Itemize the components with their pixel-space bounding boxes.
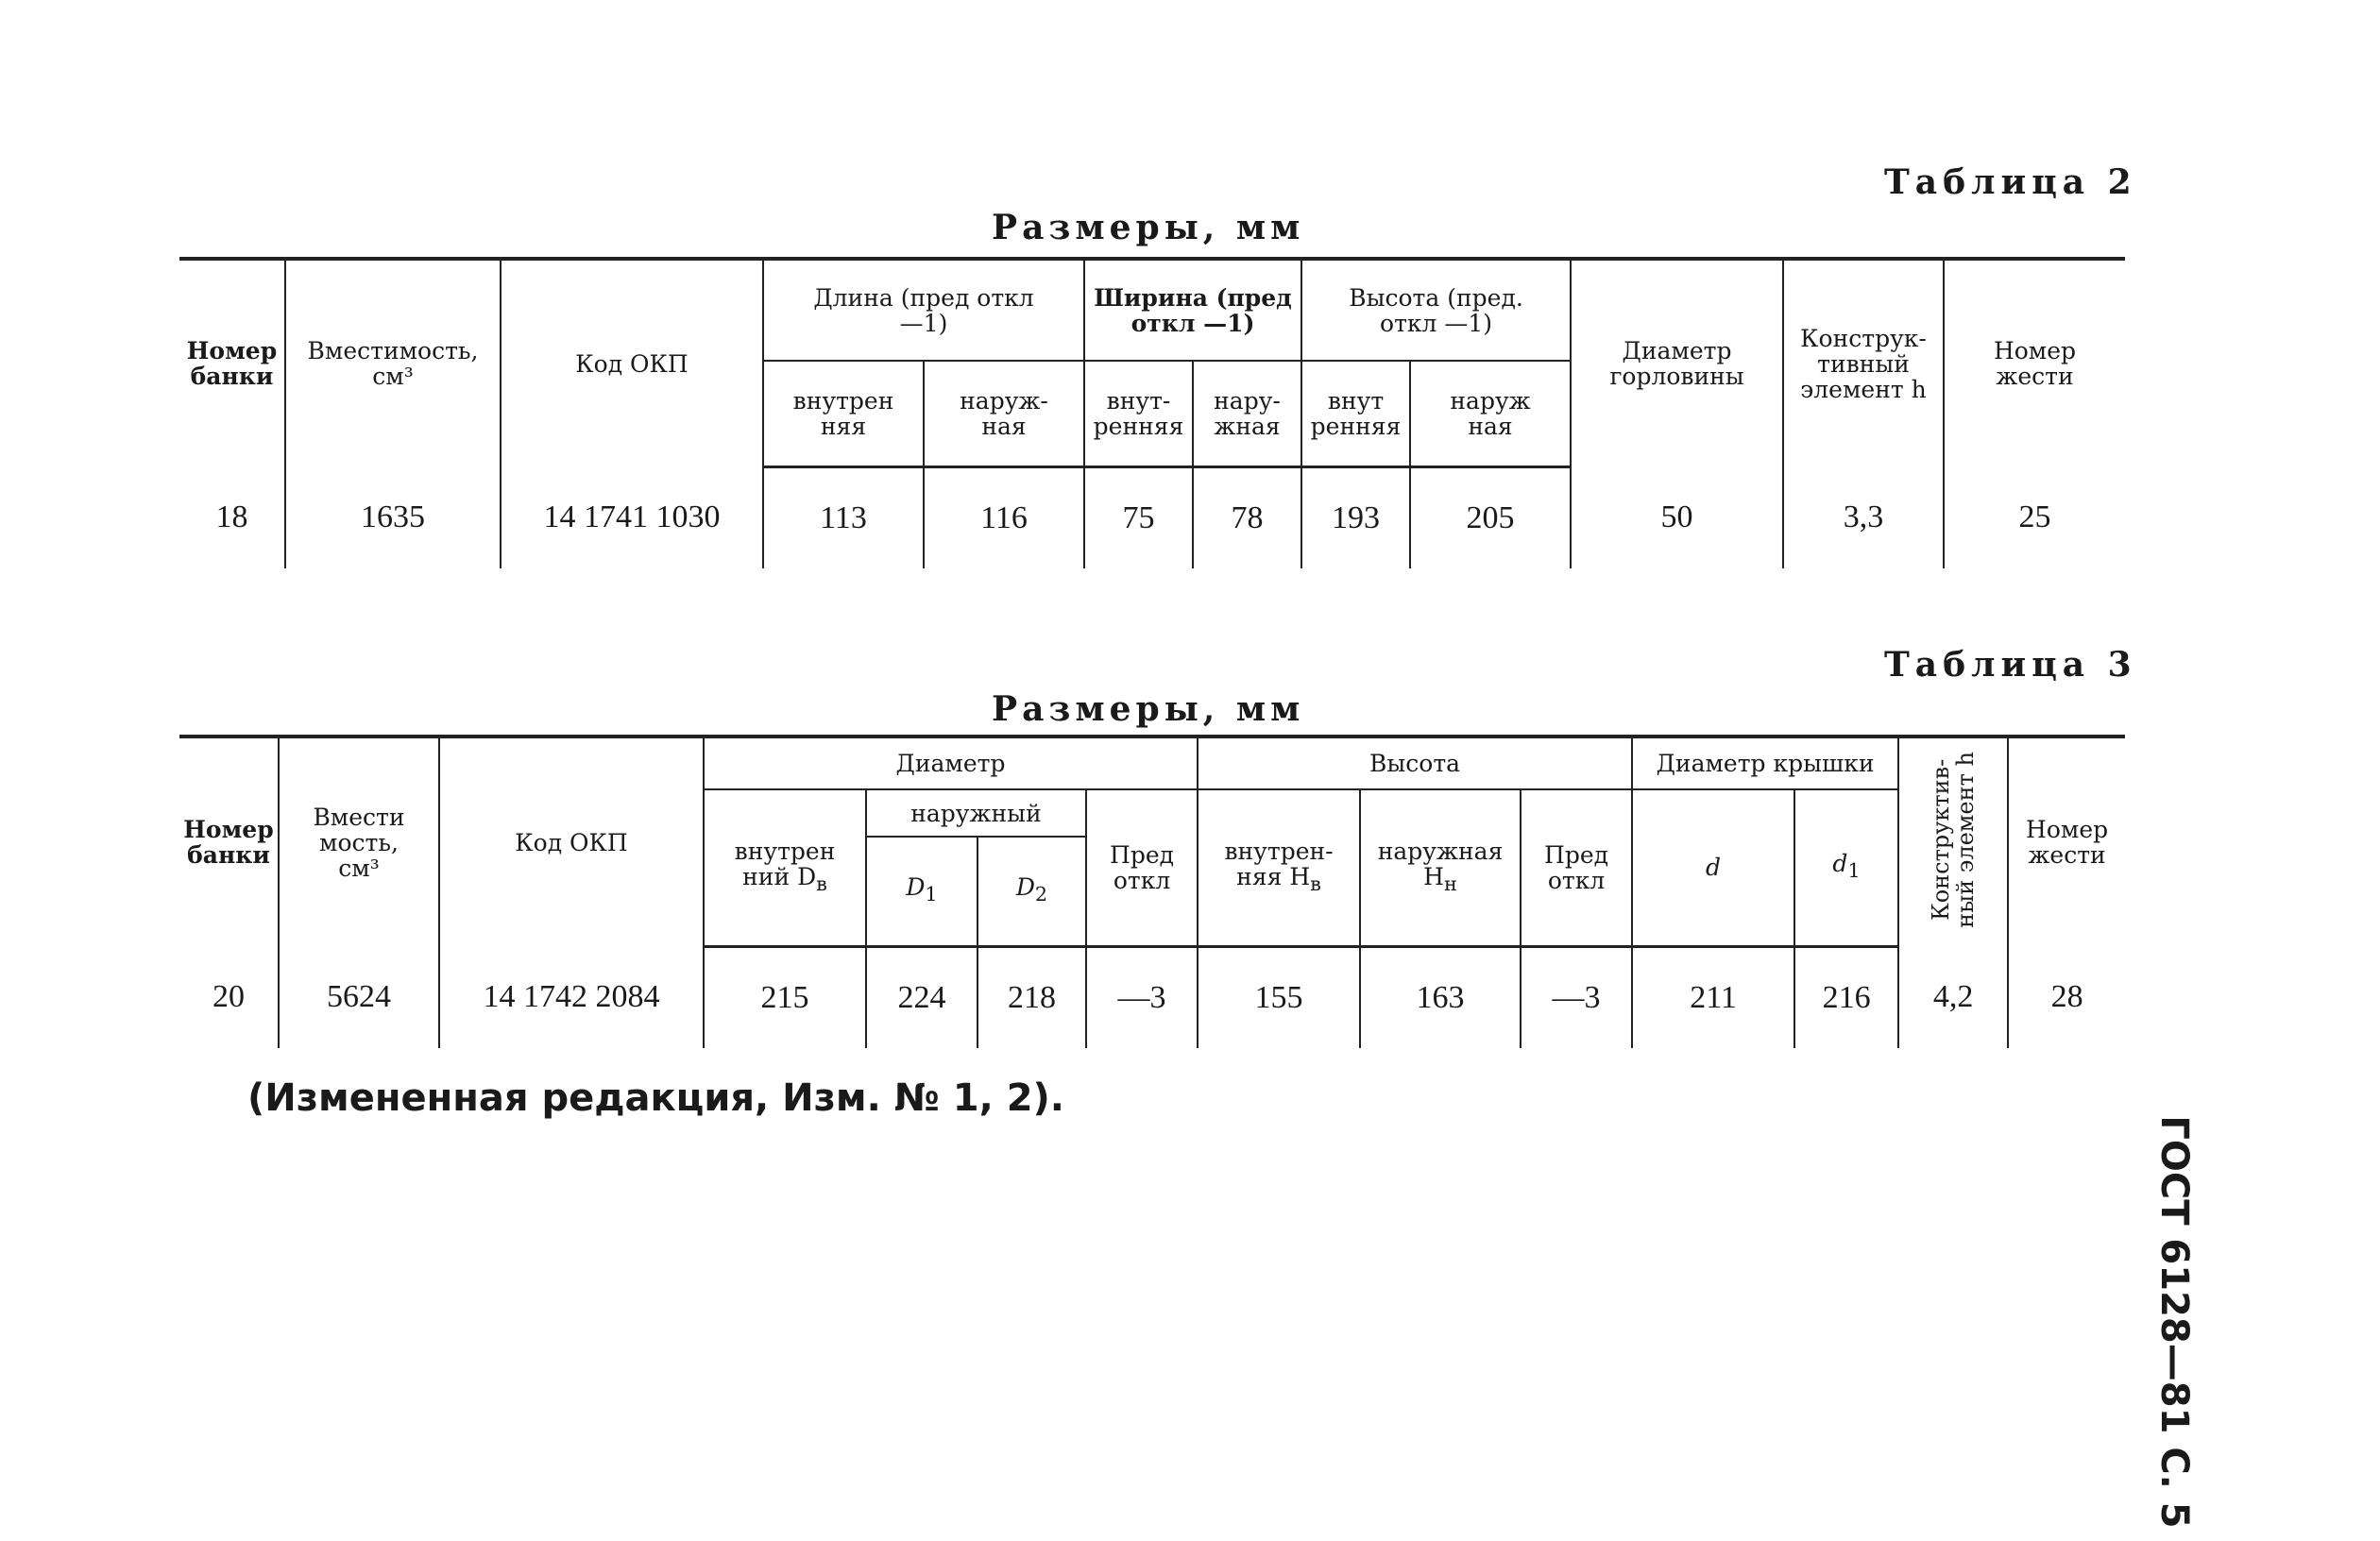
header-vysota-vnutr: внут ренняя — [1301, 361, 1410, 466]
table-cell: 216 — [1794, 946, 1898, 1048]
header-nomer-zhesti: Номер жести — [2008, 737, 2125, 946]
header-diametr: Диаметр — [704, 737, 1198, 789]
table-cell: 224 — [866, 946, 978, 1048]
header-vmestimost: Вместимость, см³ — [285, 259, 501, 466]
table-cell: 116 — [924, 466, 1084, 568]
table-cell: 75 — [1084, 466, 1193, 568]
table-cell: 155 — [1198, 946, 1360, 1048]
table2 — [179, 257, 2125, 568]
header-d1: $D_1$ — [866, 837, 978, 946]
table-cell: 14 1742 2084 — [439, 946, 704, 1048]
header-shirina: Ширина (пред откл —1) — [1084, 259, 1301, 361]
table-cell: 1635 — [285, 466, 501, 568]
table3-label: Таблица 3 — [1884, 645, 2137, 685]
table-cell: —3 — [1086, 946, 1198, 1048]
table3-title: Размеры, мм — [992, 689, 1305, 729]
header-d2: $D_2$ — [978, 837, 1086, 946]
table-cell: 5624 — [279, 946, 439, 1048]
table-cell: 50 — [1571, 466, 1783, 568]
header-d-pred-otkl: Пред откл — [1086, 789, 1198, 946]
header-vmestimost: Вмести мость, см³ — [279, 737, 439, 946]
table3 — [179, 735, 2125, 1048]
table-cell: 211 — [1632, 946, 1794, 1048]
table-cell: 113 — [763, 466, 924, 568]
table-cell: 215 — [704, 946, 866, 1048]
table2-title: Размеры, мм — [992, 208, 1305, 247]
header-konstruktivny-element: Конструк- тивный элемент h — [1783, 259, 1944, 466]
table-cell: 163 — [1360, 946, 1521, 1048]
header-nomer-banki: Номер банки — [179, 259, 285, 466]
header-dlina: Длина (пред откл —1) — [763, 259, 1084, 361]
header-d-vnutr: внутрен ний $D_в$ — [704, 789, 866, 946]
header-dlina-naruzh: наруж- ная — [924, 361, 1084, 466]
header-shirina-naruzh: нару- жная — [1193, 361, 1301, 466]
table-cell: 20 — [179, 946, 279, 1048]
header-kryshka-d1: $d_1$ — [1794, 789, 1898, 946]
header-nomer-zhesti: Номер жести — [1944, 259, 2125, 466]
table-cell: 78 — [1193, 466, 1301, 568]
table-cell: 218 — [978, 946, 1086, 1048]
table-cell: 18 — [179, 466, 285, 568]
header-diametr-gorloviny: Диаметр горловины — [1571, 259, 1783, 466]
table-cell: 205 — [1410, 466, 1571, 568]
revision-note: (Измененная редакция, Изм. № 1, 2). — [247, 1076, 1064, 1120]
header-h-vnutr: внутрен- няя $H_в$ — [1198, 789, 1360, 946]
table-cell: 3,3 — [1783, 466, 1944, 568]
table-cell: 14 1741 1030 — [501, 466, 763, 568]
header-diametr-kryshki: Диаметр крышки — [1632, 737, 1898, 789]
header-kryshka-d: d — [1632, 789, 1794, 946]
table-cell: 4,2 — [1898, 946, 2008, 1048]
header-h-pred-otkl: Пред откл — [1521, 789, 1632, 946]
table-cell: 193 — [1301, 466, 1410, 568]
header-nomer-banki: Номер банки — [179, 737, 279, 946]
header-kod-okp: Код ОКП — [439, 737, 704, 946]
header-kod-okp: Код ОКП — [501, 259, 763, 466]
header-dlina-vnutr: внутрен няя — [763, 361, 924, 466]
header-vysota: Высота — [1198, 737, 1632, 789]
table-cell: —3 — [1521, 946, 1632, 1048]
header-vysota-naruzh: наруж ная — [1410, 361, 1571, 466]
header-konstruktivny-element: Конструктив- ный элемент h — [1898, 737, 2008, 946]
header-d-naruzh: наружный — [866, 789, 1086, 837]
table-row — [179, 466, 2125, 568]
table2-label: Таблица 2 — [1884, 162, 2137, 202]
header-vysota: Высота (пред. откл —1) — [1301, 259, 1571, 361]
header-shirina-vnutr: внут- ренняя — [1084, 361, 1193, 466]
table-cell: 28 — [2008, 946, 2125, 1048]
table-row — [179, 946, 2125, 1048]
table-cell: 25 — [1944, 466, 2125, 568]
gost-side-label: ГОСТ 6128—81 С. 5 — [2152, 1115, 2196, 1529]
header-h-naruzh: наружная $H_н$ — [1360, 789, 1521, 946]
